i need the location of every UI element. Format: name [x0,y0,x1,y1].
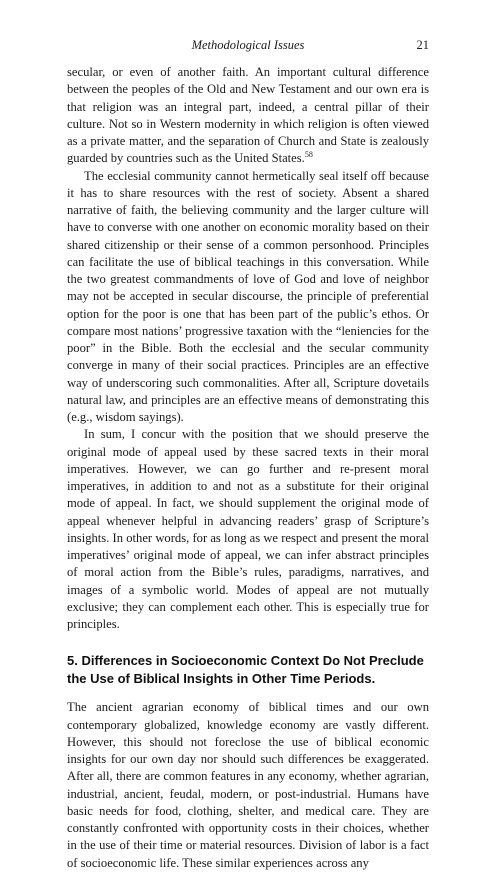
body-text [67,64,429,872]
footnote-marker[interactable]: 58 [304,150,313,160]
section-heading-line: 5. Differences in Socioeconomic Context Do Not Preclude [67,653,424,669]
section-heading-line: the Use of Biblical Insights in Other Time Periods. [67,671,376,687]
paragraph-continued [67,64,429,168]
running-title: Methodological Issues [191,38,305,52]
paragraph: The ancient agrarian economy of biblical times and our own contemporary globalized, knowledge economy are vastly different. However, this should not foreclose the use of biblical economic insights for our own day nor should such differences be exaggerated. After all, there are common features in any economy, whether agrarian, industrial, ancient, feudal, modern, or post-industrial. Humans have basic needs for food, clothing, shelter, and medical care. They are constantly confronted with opportunity costs in their choices, whether in the use of their time or material resources. Division of labor is a fact of socioeconomic life. These similar experiences across any [67,700,429,870]
paragraph-text: secular, or even of another faith. An important cultural difference between the peoples of the Old and New Testament and our own era is that religion was an integral part, indeed, a central pillar of their culture. Not so in Western modernity in which religion is often viewed as a private matter, and the separation of Church and State is zealously guarded by countries such as the United States. [67,65,429,166]
running-header [67,38,429,58]
book-page [67,38,429,872]
paragraph: In sum, I concur with the position that we should preserve the original mode of appeal used by these sacred texts in their moral imperatives. However, we can go further and re-present moral imperatives, in addition to and not as a substitute for their original mode of appeal. In fact, we should supplement the original mode of appeal whenever helpful in advancing readers’ grasp of Scripture’s insights. In other words, for as long as we respect and present the moral imperatives’ original mode of appeal, we can infer abstract principles of moral action from the Bible’s rules, paradigms, narratives, and images of a symbolic world. Modes of appeal are not mutually exclusive; they can complement each other. This is especially true for principles. [67,427,429,631]
page-number: 21 [416,38,429,52]
section-heading [67,652,429,688]
paragraph: The ecclesial community cannot hermetically seal itself off because it has to share resources with the rest of society. Absent a shared narrative of faith, the believing community and the larger culture will have to converse with one another on economic morality based on their shared citizenship or their sense of a common personhood. Principles can facilitate the use of biblical teachings in this conversation. While the two greatest commandments of love of God and love of neighbor may not be accepted in secular discourse, the principle of preferential option for the poor is one that has been part of the public’s ethos. Or compare most nations’ progressive taxation with the “leniencies for the poor” in the Bible. Both the ecclesial and the secular community converge in many of their social practices. Principles are an effective way of underscoring such commonalities. After all, Scripture dovetails natural law, and principles are an effective means of demonstrating this (e.g., wisdom sayings). [67,168,429,424]
